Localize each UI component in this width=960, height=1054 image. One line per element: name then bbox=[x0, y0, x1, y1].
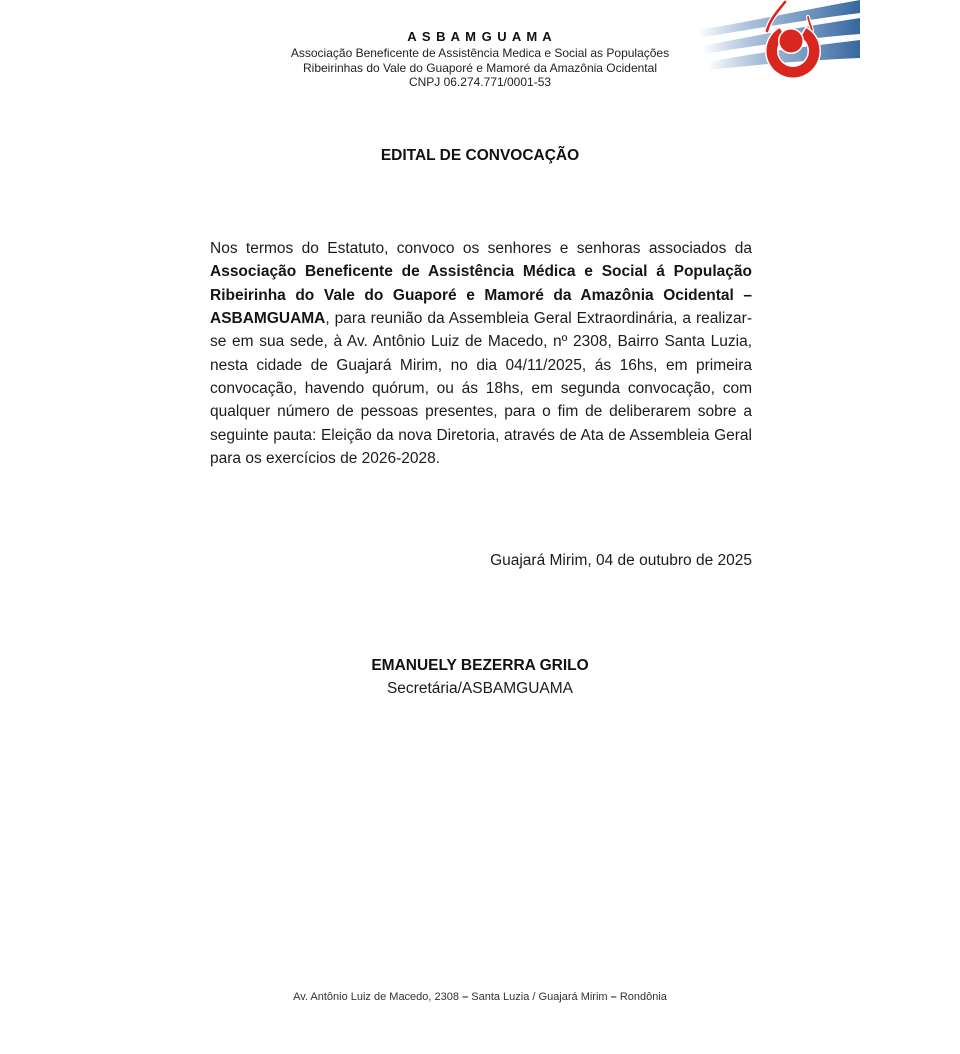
footer-address-part1: Av. Antônio Luiz de Macedo, 2308 bbox=[293, 991, 463, 1003]
footer-dash-2: – bbox=[610, 991, 617, 1003]
body-paragraph bbox=[210, 237, 752, 470]
signature-role: Secretária/ASBAMGUAMA bbox=[386, 680, 574, 697]
footer-address-part3: Rondônia bbox=[616, 991, 667, 1003]
org-cnpj: CNPJ 06.274.771/0001-53 bbox=[408, 74, 552, 89]
paragraph-segment-3: , para reunião da Assembleia Geral Extraordinária, a realizar-se em sua sede, à Av. Antônio Luiz de Macedo, nº 2308, Bairro Santa Luzia, nesta cidade de Guajará Mirim, no dia 04/11/2025, ás 16hs, em primeira convocação, havendo quórum, ou ás 18hs, em segunda convocação, com qualquer número de pessoas presentes, para o fim de deliberarem sobre a seguinte pauta: Eleição da nova Diretoria, através de Ata de Assembleia Geral para os exercícios de 2026-2028. bbox=[210, 310, 752, 468]
date-line: Guajará Mirim, 04 de outubro de 2025 bbox=[490, 552, 752, 569]
footer-dash-1: – bbox=[462, 991, 469, 1003]
letterhead bbox=[0, 30, 960, 89]
signature-name: EMANUELY BEZERRA GRILO bbox=[371, 657, 589, 674]
signature-block bbox=[0, 654, 960, 700]
footer-address-part2: Santa Luzia / Guajará Mirim bbox=[468, 991, 611, 1003]
paragraph-segment-bold: Associação Beneficente de Assistência Médica e Social á População Ribeirinha do Vale do Guaporé e Mamoré da Amazônia Ocidental – ASBAMGUAMA bbox=[210, 263, 752, 328]
org-acronym: A S B A M G U A M A bbox=[407, 29, 553, 44]
paragraph-segment-1: Nos termos do Estatuto, convoco os senhores e senhoras associados da bbox=[210, 240, 752, 257]
footer-address bbox=[0, 991, 960, 1003]
org-name-line2: Ribeirinhas do Vale do Guaporé e Mamoré da Amazônia Ocidental bbox=[303, 60, 657, 75]
document-title: EDITAL DE CONVOCAÇÃO bbox=[380, 147, 580, 164]
org-name-line1: Associação Beneficente de Assistência Medica e Social as Populações bbox=[290, 46, 670, 61]
